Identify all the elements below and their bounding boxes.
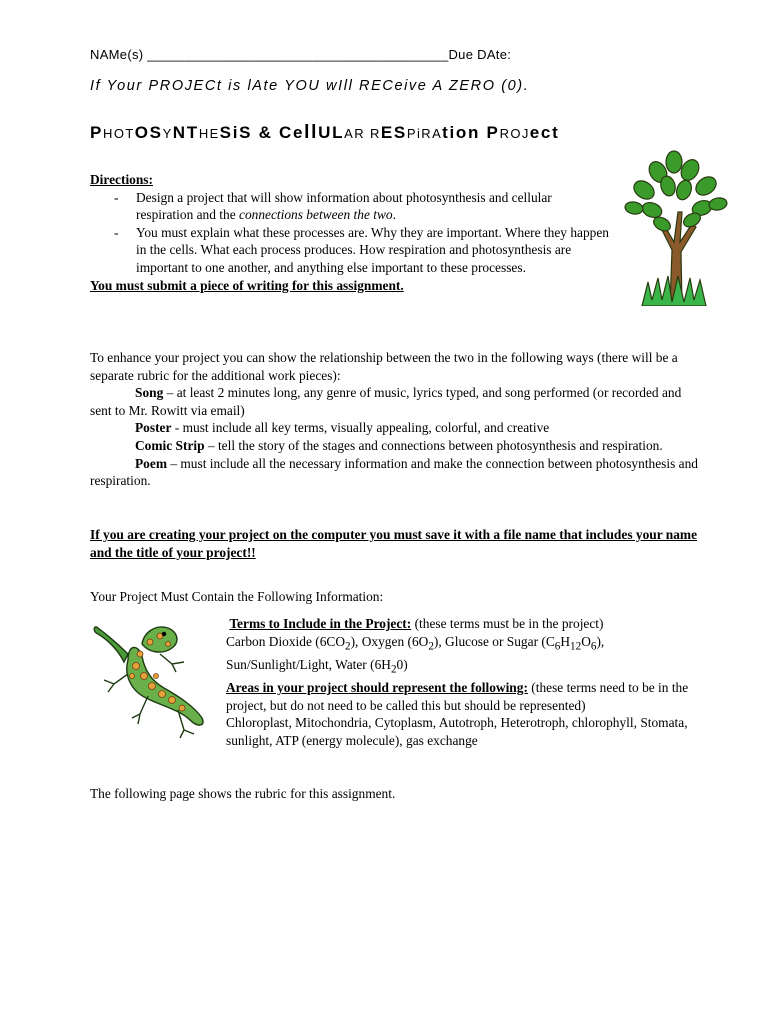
title-part: OS	[134, 123, 163, 142]
terms-list-line1	[226, 633, 716, 656]
term-text: ), Oxygen (6O	[350, 633, 429, 649]
poster-text: - must include all key terms, visually appealing, colorful, and creative	[171, 420, 550, 436]
late-warning: If Your PROJECt is lAte YOU wIll RECeive A ZERO (0).	[90, 78, 530, 94]
term-subscript: 2	[428, 640, 434, 653]
term-text: H	[560, 633, 571, 649]
term-subscript: 6	[554, 640, 561, 653]
title-part: tion P	[442, 123, 500, 142]
title-part: NT	[172, 123, 199, 142]
term-subscript: 2	[390, 663, 397, 676]
terms-heading: Terms to Include in the Project:	[229, 616, 412, 631]
title-part: SiS & Ce	[219, 123, 305, 142]
term-subscript: 2	[345, 640, 351, 653]
directions-item	[90, 189, 610, 224]
directions-list	[90, 189, 610, 277]
title-part: ROJ	[499, 126, 530, 141]
directions-item-emphasis: connections between the two	[239, 207, 393, 223]
tree-illustration	[622, 150, 728, 306]
poem-option	[90, 455, 700, 490]
directions-item-text: You must explain what these processes are. Why they are important. Where they happen in the cells. What each process produces. How respiration and photosynthesis are important to one another, and anything else important to these processes.	[136, 224, 610, 275]
title-part: Y	[162, 126, 173, 141]
term-text: ), Glucose or Sugar (C	[433, 633, 555, 649]
terms-section	[226, 615, 716, 750]
directions-item-text: Design a project that will show information about photosynthesis and cellular respiration and the	[136, 189, 552, 223]
directions-section	[90, 171, 610, 294]
terms-heading-note: (these terms must be in the project)	[411, 616, 604, 631]
title-part: P	[90, 123, 104, 142]
term-subscript: 12	[570, 640, 582, 653]
enhance-intro: To enhance your project you can show the relationship between the two in the following ways (there will be a separate rubric for the additional work pieces):	[90, 350, 678, 383]
song-text: – at least 2 minutes long, any genre of music, lyrics typed, and song performed (or recorded and sent to Mr. Rowitt via email)	[90, 385, 682, 418]
title-part: ect	[529, 123, 560, 142]
enhance-section	[90, 349, 700, 490]
poster-label: Poster	[135, 420, 172, 436]
term-text: ),	[596, 633, 605, 649]
title-part: PiRA	[406, 126, 443, 141]
title-part: AR R	[344, 126, 381, 141]
areas-paragraph	[226, 679, 716, 714]
term-subscript: 6	[590, 640, 597, 653]
comic-text: – tell the story of the stages and connections between photosynthesis and respiration.	[204, 437, 663, 453]
name-due-date-line: NAMe(s) ________________________________________Due DAte:	[90, 47, 512, 62]
directions-item	[90, 224, 610, 277]
directions-heading: Directions:	[90, 172, 153, 187]
rubric-note: The following page shows the rubric for this assignment.	[90, 786, 396, 801]
areas-list: Chloroplast, Mitochondria, Cytoplasm, Autotroph, Heterotroph, chlorophyll, Stomata, sunlight, ATP (energy molecule), gas exchange	[226, 715, 688, 748]
title-part: HOT	[103, 126, 135, 141]
term-text: Sun/Sunlight/Light, Water (6H	[226, 656, 391, 672]
areas-note: (these terms need to be in the project, but do not need to be called this but should be represented)	[226, 680, 689, 713]
terms-list-line2	[226, 656, 716, 679]
computer-save-note: If you are creating your project on the computer you must save it with a file name that includes your name and the title of your project!!	[90, 527, 698, 560]
submit-writing-note: You must submit a piece of writing for this assignment.	[90, 277, 404, 293]
poem-label: Poem	[135, 455, 167, 471]
comic-label: Comic Strip	[135, 437, 205, 453]
title-part: UL	[318, 123, 345, 142]
title-part: ll	[304, 122, 319, 143]
term-text: 0)	[396, 656, 408, 672]
comic-option	[90, 437, 700, 455]
page-title	[90, 124, 559, 143]
term-text: O	[581, 633, 591, 649]
poem-text: – must include all the necessary information and make the connection between photosynthesis and respiration.	[90, 455, 699, 489]
title-part: ES	[380, 123, 407, 142]
term-text: Carbon Dioxide (6CO	[226, 633, 346, 649]
title-part: HE	[198, 126, 220, 141]
song-option	[90, 384, 700, 419]
terms-heading-line	[226, 615, 716, 633]
poster-option	[90, 419, 700, 437]
areas-heading: Areas in your project should represent the following:	[226, 680, 528, 696]
lizard-illustration	[88, 614, 214, 742]
directions-item-text: .	[392, 207, 396, 223]
song-label: Song	[135, 385, 164, 401]
contain-heading: Your Project Must Contain the Following Information:	[90, 589, 384, 604]
